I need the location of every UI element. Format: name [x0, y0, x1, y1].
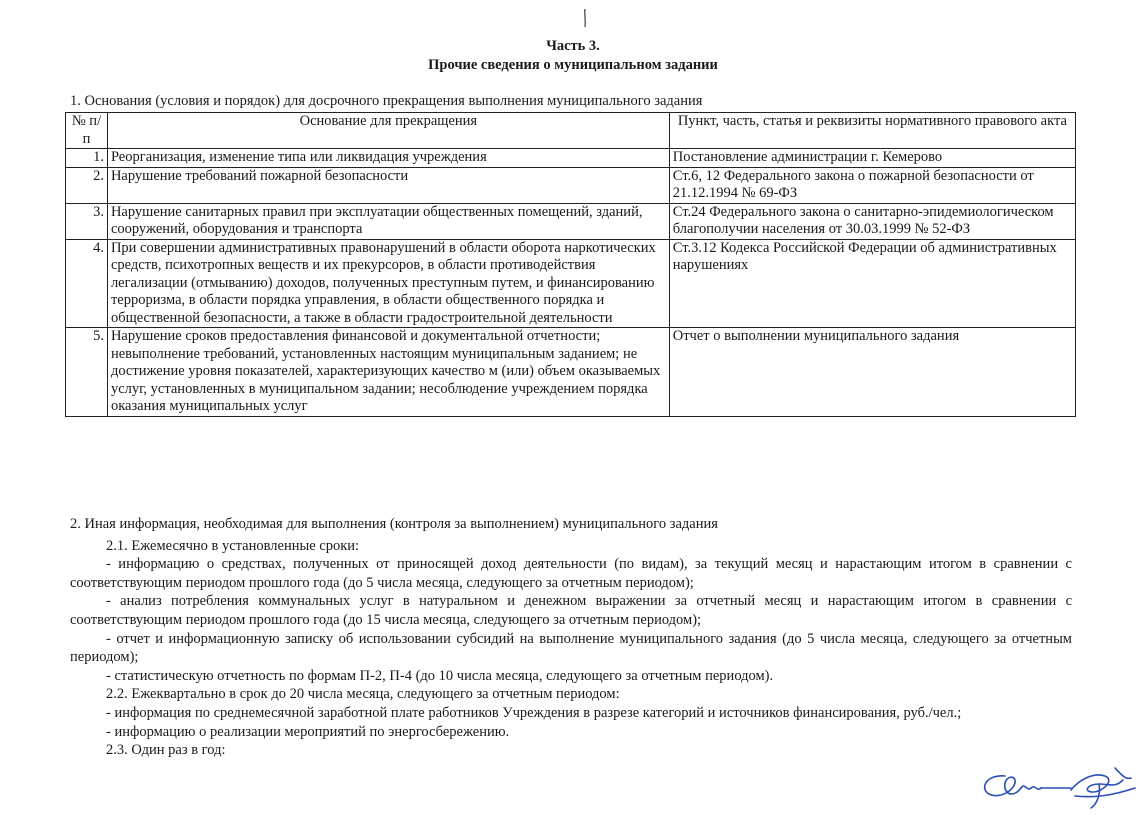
table-row — [66, 167, 1076, 203]
row-basis: Нарушение сроков предоставления финансовой и документальной отчетности; невыполнение требований, установленных настоящим муниципальным заданием; не достижение уровня показателей, характеризующих качество м (или) объем оказываемых услуг, установленных в муниципальном задании; несоблюдение учреждением порядка оказания муниципальных услуг — [107, 328, 669, 417]
row-basis: Реорганизация, изменение типа или ликвидация учреждения — [107, 149, 669, 168]
table-row — [66, 149, 1076, 168]
list-item: - информацию о средствах, полученных от приносящей доход деятельности (по видам), за текущий месяц и нарастающим итогом в сравнении с соответствующим периодом прошлого года (до 5 числа месяца, следующего за отчетным периодом); — [70, 556, 1072, 591]
row-basis: Нарушение требований пожарной безопасности — [107, 167, 669, 203]
list-item: - информацию о реализации мероприятий по энергосбережению. — [106, 723, 510, 740]
table-header-row — [66, 113, 1076, 149]
section-2-title: 2. Иная информация, необходимая для выполнения (контроля за выполнением) муниципального задания — [70, 516, 718, 532]
section-2 — [70, 515, 1072, 760]
row-legal-reference: Ст.6, 12 Федерального закона о пожарной безопасности от 21.12.1994 № 69-ФЗ — [669, 167, 1075, 203]
column-header-basis: Основание для прекращения — [107, 113, 669, 149]
section-1-title: 1. Основания (условия и порядок) для досрочного прекращения выполнения муниципального задания — [70, 93, 703, 109]
list-item: - информация по среднемесячной заработной плате работников Учреждения в разрезе категорий и источников финансирования, руб./чел.; — [106, 704, 962, 721]
list-item: - анализ потребления коммунальных услуг в натуральном и денежном выражении за отчетный месяц и нарастающим итогом в сравнении с соответствующим периодом прошлого года (до 15 числа месяца, следующего за отчетным периодом); — [70, 593, 1072, 628]
column-header-number: № п/п — [66, 113, 108, 149]
row-legal-reference: Отчет о выполнении муниципального задания — [669, 328, 1075, 417]
table-row — [66, 328, 1076, 417]
row-basis: При совершении административных правонарушений в области оборота наркотических средств, психотропных веществ и их прекурсоров, в области противодействия легализации (отмыванию) доходов, полученных преступным путем, и финансированию терроризма, в области порядка управления, в области общественного порядка и общественной безопасности, а также в области градостроительной деятельности — [107, 239, 669, 328]
subsection-2-3-title: 2.3. Один раз в год: — [106, 742, 226, 759]
row-number: 5. — [66, 328, 108, 417]
subsection-2-1-title: 2.1. Ежемесячно в установленные сроки: — [106, 537, 360, 554]
row-basis: Нарушение санитарных правил при эксплуатации общественных помещений, зданий, сооружений, оборудования и транспорта — [107, 203, 669, 239]
row-number: 1. — [66, 149, 108, 168]
page-title: Прочие сведения о муниципальном задании — [428, 57, 718, 73]
table-row — [66, 203, 1076, 239]
pen-mark-icon — [582, 8, 588, 28]
subsection-2-2-title: 2.2. Ежеквартально в срок до 20 числа месяца, следующего за отчетным периодом: — [106, 686, 620, 703]
row-legal-reference: Постановление администрации г. Кемерово — [669, 149, 1075, 168]
column-header-legal-reference: Пункт, часть, статья и реквизиты нормативного правового акта — [669, 113, 1075, 149]
row-number: 3. — [66, 203, 108, 239]
row-legal-reference: Ст.3.12 Кодекса Российской Федерации об административных нарушениях — [669, 239, 1075, 328]
list-item: - отчет и информационную записку об использовании субсидий на выполнение муниципального задания (до 5 числа месяца, следующего за отчетным периодом); — [70, 630, 1072, 666]
termination-grounds-table — [65, 112, 1076, 417]
row-number: 2. — [66, 167, 108, 203]
list-item: - статистическую отчетность по формам П-2, П-4 (до 10 числа месяца, следующего за отчетным периодом). — [106, 667, 774, 684]
row-number: 4. — [66, 239, 108, 328]
handwritten-signature — [975, 758, 1140, 813]
row-legal-reference: Ст.24 Федерального закона о санитарно-эпидемиологическом благополучии населения от 30.03.1999 № 52-ФЗ — [669, 203, 1075, 239]
table-row — [66, 239, 1076, 328]
part-heading: Часть 3. — [546, 38, 600, 54]
